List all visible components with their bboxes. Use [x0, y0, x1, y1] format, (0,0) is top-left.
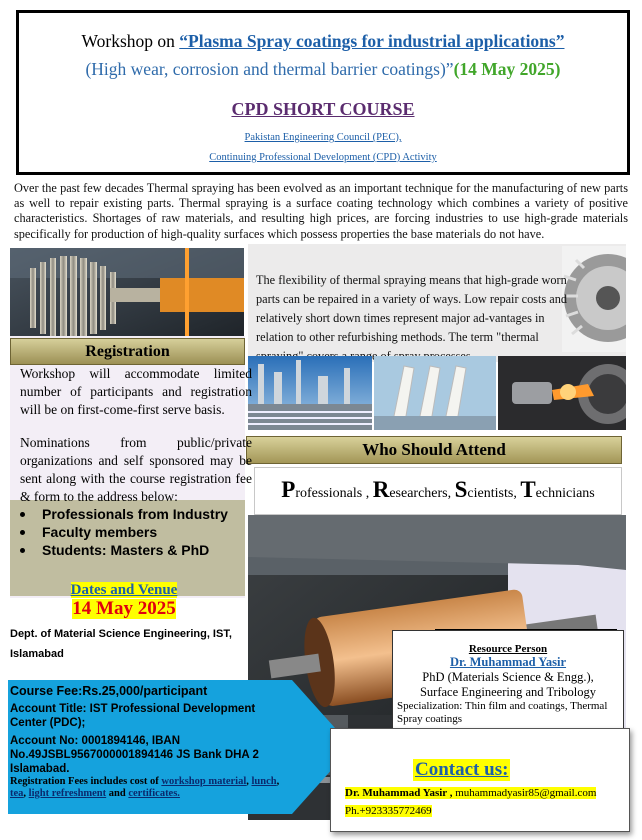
resource-field: Surface Engineering and Tribology [419, 685, 596, 699]
account-number: Account No: 0001894146, IBAN No.49JSBL9567000001894146 JS Bank DHA 2 Islamabad. [10, 735, 259, 775]
list-item: Professionals from Industry [10, 505, 245, 523]
workshop-subtitle [19, 59, 627, 80]
dates-venue-block [0, 581, 248, 619]
refinery-photo [248, 356, 372, 430]
dates-venue-heading: Dates and Venue [70, 582, 178, 598]
contact-heading: Contact us: [415, 759, 509, 780]
audience-list [10, 505, 245, 559]
intro-paragraph: Over the past few decades Thermal spraying has been evolved as an important technique for the manufacturing of new parts as well to repair existing parts. Thermal spraying is a surface coating technology which combines a variety of positive characteristics. Shortages of raw materials, and resulting high prices, are forcing industries to use high-grade materials specifically for production of high-quality surfaces which possess properties the base materials do not have. [14, 181, 628, 241]
resource-specialization: Specialization: Thin film and coatings, Thermal Spray coatings [397, 700, 608, 725]
header-date: (14 May 2025) [453, 59, 561, 79]
contact-info-line [345, 787, 596, 799]
role-technicians: Technicians [520, 477, 595, 502]
spray-gun-photo [498, 356, 626, 430]
list-item: Students: Masters & PhD [10, 541, 245, 559]
blades-photo [374, 356, 496, 430]
event-date: 14 May 2025 [72, 598, 176, 619]
contact-details [345, 784, 625, 820]
who-should-attend-heading: Who Should Attend [246, 436, 622, 464]
registration-fee-includes: Registration Fees includes cost of workshop material, lunch, tea, light refreshment and certificates. [10, 776, 280, 799]
registration-text-1: Workshop will accommodate limited number of participants and registration will be on first-come-first serve basis. [20, 366, 252, 417]
role-researchers: Researchers [372, 477, 448, 502]
venue-address [10, 624, 250, 664]
role-scientists: Scientists [454, 477, 514, 502]
flexibility-text: The flexibility of thermal spraying means that high-grade worn parts can be repaired in a variety of ways. Low repair costs and relatively short down times represent major ad-vantages in relation to other refurbishing methods. The term "thermal [256, 273, 568, 344]
contact-email[interactable]: muhammadyasir85@gmail.com [452, 787, 597, 799]
resource-title: Resource Person [468, 643, 548, 655]
contact-phone[interactable]: Ph.+923335772469 [345, 805, 432, 817]
title-link[interactable]: “Plasma Spray coatings for industrial applications” [179, 31, 565, 51]
attendee-roles: Professionals , Researchers, Scientists, Technicians [254, 467, 622, 515]
venue-line-2: Islamabad [10, 648, 64, 660]
subtitle-text: (High wear, corrosion and thermal barrier coatings)” [85, 59, 454, 79]
workshop-title [19, 31, 627, 52]
course-type: CPD SHORT COURSE [231, 99, 415, 119]
registration-heading: Registration [10, 338, 245, 365]
org-link-cpd[interactable]: Continuing Professional Development (CPD) Activity [209, 152, 437, 163]
contact-box [330, 728, 630, 832]
turbine-photo [10, 248, 244, 340]
resource-qualification: PhD (Materials Science & Engg.), [422, 670, 594, 684]
list-item: Faculty members [10, 523, 245, 541]
venue-line-1: Dept. of Material Science Engineering, IST, [10, 628, 232, 640]
account-title: Account Title: IST Professional Development Center (PDC); [10, 703, 256, 729]
fee-details [10, 684, 290, 800]
header-box [16, 10, 630, 175]
resource-name[interactable]: Dr. Muhammad Yasir [449, 655, 567, 669]
role-professionals: Professionals [281, 477, 363, 502]
title-prefix: Workshop on [81, 31, 180, 51]
contact-name: Dr. Muhammad Yasir , [345, 787, 453, 799]
registration-text-2: Nominations from public/private organizations and self sponsored may be sent along with the course registration fee & form to the address below: [20, 435, 252, 504]
resource-person-box [392, 630, 624, 738]
org-link-pec[interactable]: Pakistan Engineering Council (PEC), [244, 132, 402, 143]
course-fee: Course Fee:Rs.25,000/participant [10, 684, 208, 698]
